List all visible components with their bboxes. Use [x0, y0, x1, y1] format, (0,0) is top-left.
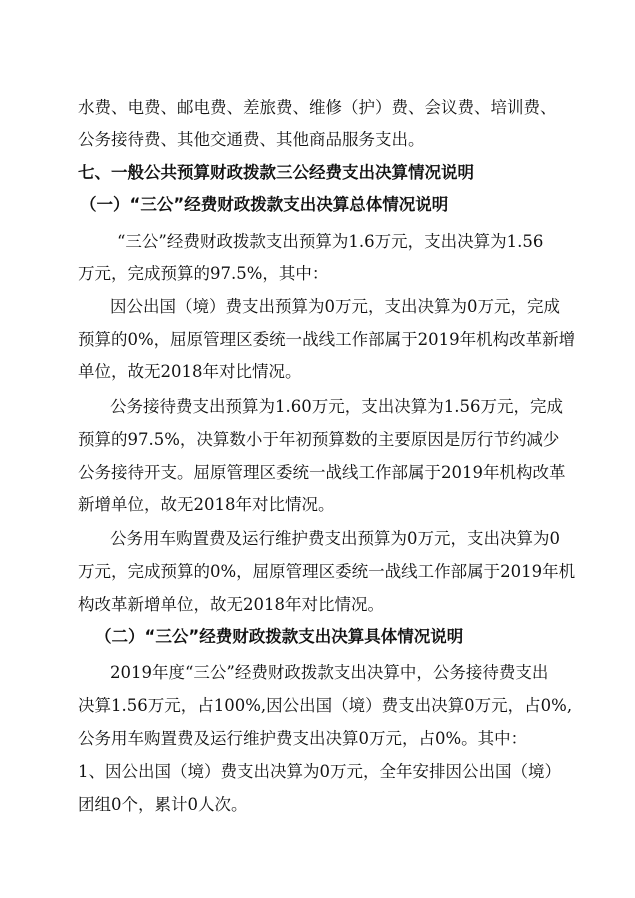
body-line: 构改革新增单位，故无2018年对比情况。	[78, 595, 384, 614]
body-line: 因公出国（境）费支出预算为0万元，支出决算为0万元，完成	[110, 297, 560, 316]
section-heading: 七、一般公共预算财政拨款三公经费支出决算情况说明	[78, 163, 474, 182]
body-line: 单位，故无2018年对比情况。	[78, 362, 302, 381]
subsection-heading: （二）“三公”经费财政拨款支出决算具体情况说明	[95, 627, 464, 646]
body-line: 1、因公出国（境）费支出决算为0万元，全年安排因公出国（境）	[78, 762, 561, 781]
body-line: 万元，完成预算的97.5%，其中：	[78, 264, 329, 283]
subsection-heading: （一）“三公”经费财政拨款支出决算总体情况说明	[80, 195, 449, 214]
body-line: 预算的0%，屈原管理区委统一战线工作部属于2019年机构改革新增	[78, 330, 576, 349]
body-line: 团组0个，累计0人次。	[78, 795, 248, 814]
body-line: 公务接待费、其他交通费、其他商品服务支出。	[78, 130, 425, 149]
body-line: 万元，完成预算的0%，屈原管理区委统一战线工作部属于2019年机	[78, 562, 576, 581]
body-line: 公务接待开支。屈原管理区委统一战线工作部属于2019年机构改革	[78, 463, 566, 482]
body-line: 新增单位，故无2018年对比情况。	[78, 495, 335, 514]
body-line: 公务接待费支出预算为1.60万元，支出决算为1.56万元，完成	[110, 397, 563, 416]
body-line: 决算1.56万元，占100%,因公出国（境）费支出决算0万元，占0%,	[78, 696, 573, 715]
body-line: 公务用车购置费及运行维护费支出预算为0万元，支出决算为0	[110, 529, 560, 548]
body-line: 2019年度“三公”经费财政拨款支出决算中，公务接待费支出	[110, 663, 549, 682]
body-line: 水费、电费、邮电费、差旅费、维修（护）费、会议费、培训费、	[78, 98, 557, 117]
body-line: 预算的97.5%，决算数小于年初预算数的主要原因是厉行节约减少	[78, 430, 560, 449]
body-line: “三公”经费财政拨款支出预算为1.6万元，支出决算为1.56	[117, 232, 544, 251]
body-line: 公务用车购置费及运行维护费支出决算0万元，占0%。其中：	[78, 729, 528, 748]
